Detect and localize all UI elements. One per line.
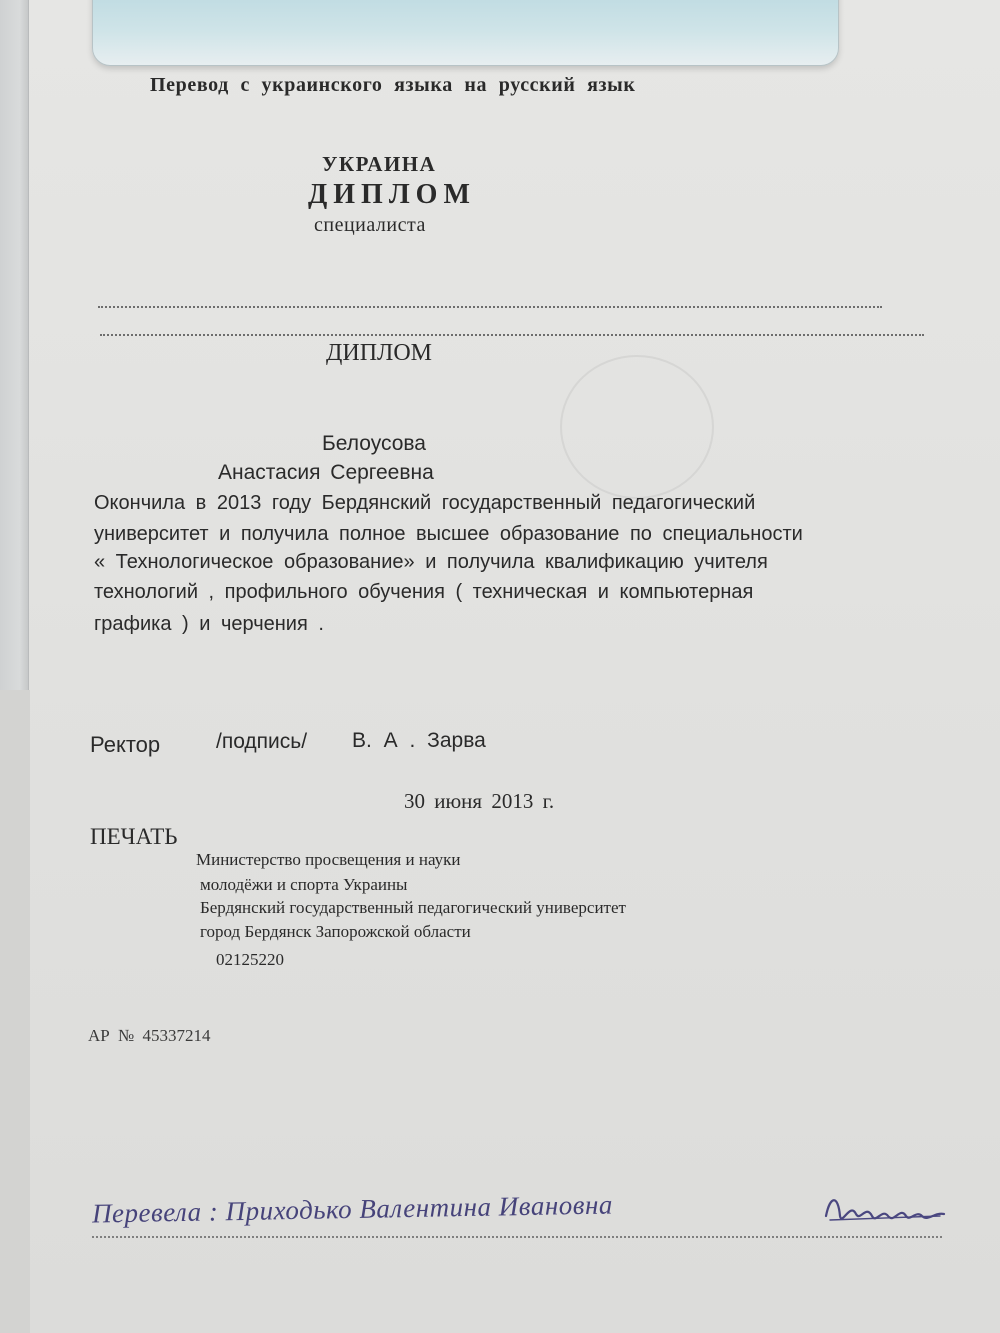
paper-sheet	[28, 0, 1000, 1333]
dotted-divider	[98, 306, 882, 308]
id-card-edge-image	[92, 0, 839, 66]
translator-signature	[820, 1186, 950, 1234]
document-title-repeat: ДИПЛОМ	[326, 340, 432, 366]
dotted-underline	[92, 1236, 942, 1238]
body-text-line: графика ) и черчения .	[94, 613, 324, 635]
signature-placeholder: /подпись/	[216, 730, 308, 753]
translation-heading: Перевод с украинского языка на русский язык	[150, 74, 636, 96]
faint-stamp-impression	[560, 355, 714, 499]
body-text-line: « Технологическое образование» и получила квалификацию учителя	[94, 551, 768, 573]
serial-number: 45337214	[142, 1026, 211, 1045]
body-text-line: технологий , профильного обучения ( техническая и компьютерная	[94, 581, 754, 603]
stamp-text-line: молодёжи и спорта Украины	[200, 875, 408, 894]
holder-given-names: Анастасия Сергеевна	[218, 461, 434, 484]
serial-prefix: АР	[88, 1026, 110, 1045]
stamp-text-line: Бердянский государственный педагогический университет	[200, 898, 626, 917]
body-text-line: университет и получила полное высшее образование по специальности	[94, 523, 803, 545]
diploma-serial-number	[88, 1026, 210, 1046]
stamp-text-line: Министерство просвещения и науки	[196, 850, 461, 869]
document-title: ДИПЛОМ	[308, 179, 476, 210]
body-text-line: Окончила в 2013 году Бердянский государственный педагогический	[94, 492, 756, 514]
background-folder-edge	[0, 0, 29, 690]
dotted-divider	[100, 334, 924, 336]
signatory-position: Ректор	[90, 732, 161, 757]
holder-surname: Белоусова	[322, 432, 426, 455]
stamp-code: 02125220	[216, 950, 284, 969]
issue-date: 30 июня 2013 г.	[404, 789, 555, 813]
translator-handwritten-note: Перевела : Приходько Валентина Ивановна	[91, 1189, 614, 1229]
stamp-label: ПЕЧАТЬ	[90, 824, 178, 849]
serial-number-sign: №	[117, 1026, 135, 1045]
degree-subtitle: специалиста	[314, 214, 426, 236]
stamp-text-line: город Бердянск Запорожской области	[200, 922, 471, 941]
background-surface	[0, 690, 30, 1333]
signatory-name: В. А . Зарва	[352, 729, 486, 752]
country-title: УКРАИНА	[322, 152, 437, 176]
